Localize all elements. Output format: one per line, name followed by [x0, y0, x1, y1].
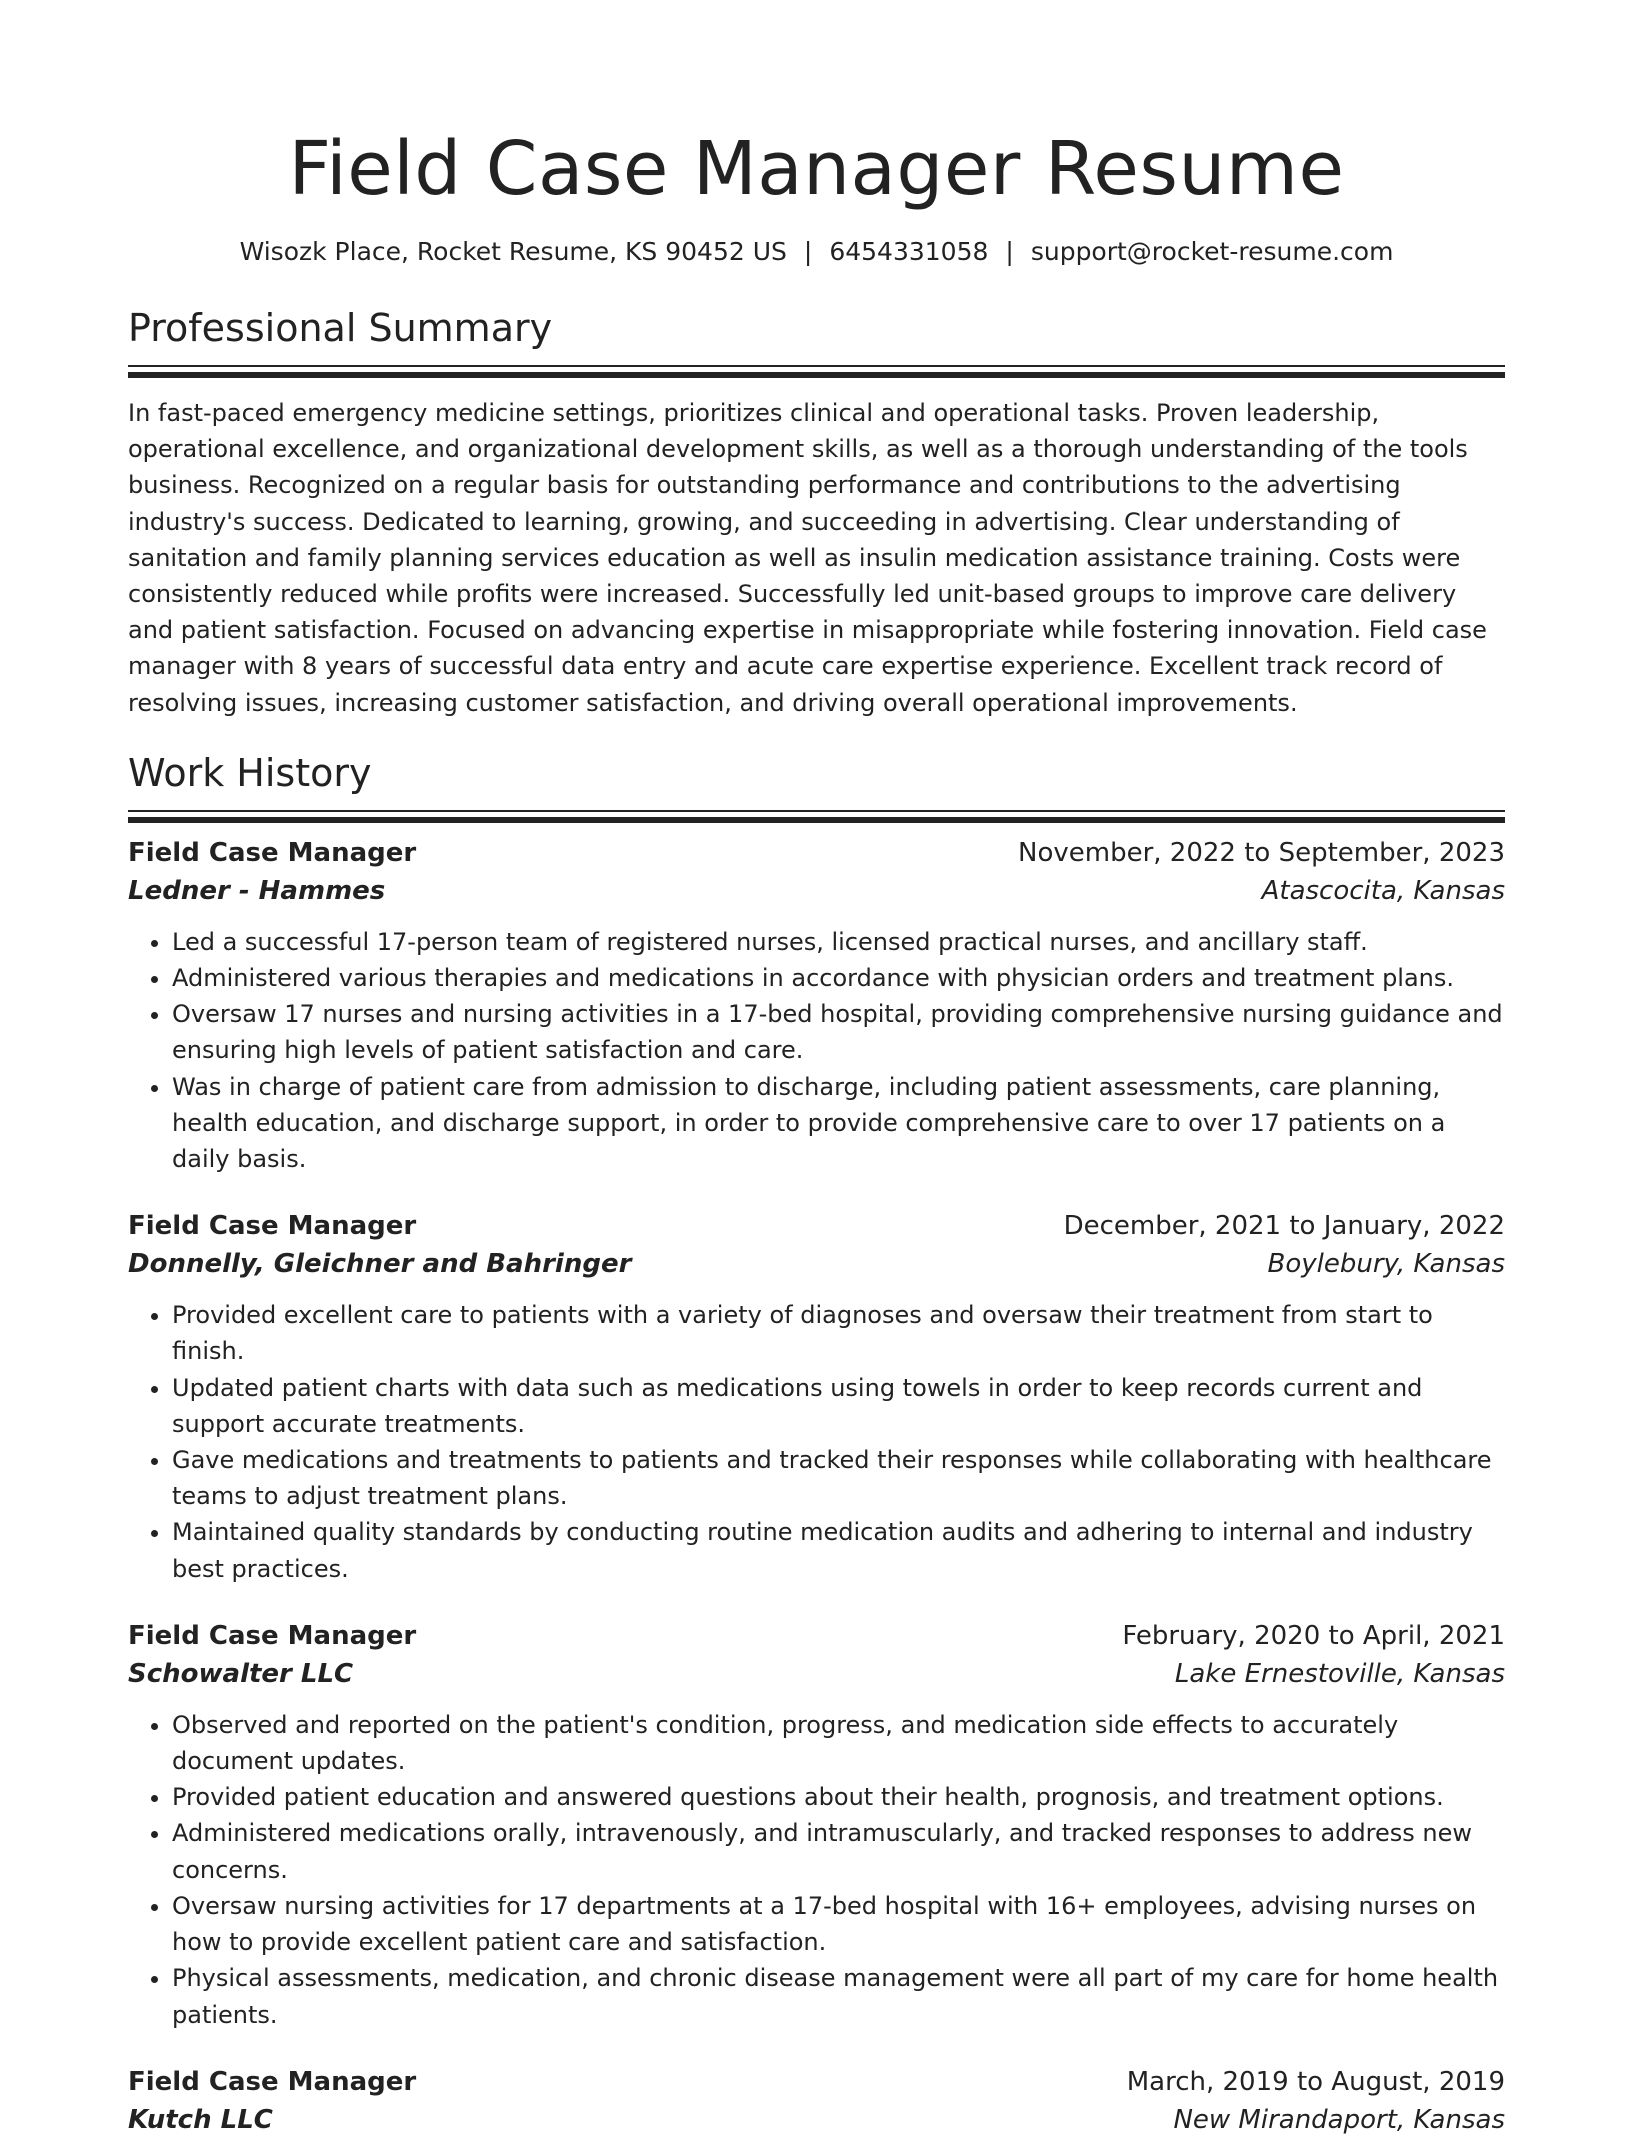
- job-entry: [128, 834, 1505, 1177]
- job-bullet: • Maintained quality standards by conducting routine medication audits and adhering to internal and industry best practices.: [172, 1514, 1505, 1586]
- job-bullet: • Oversaw nursing activities for 17 departments at a 17-bed hospital with 16+ employees, advising nurses on how to provide excellent patient care and satisfaction.: [172, 1888, 1505, 1960]
- contact-phone: 6454331058: [829, 237, 989, 266]
- resume-title: Field Case Manager Resume: [288, 126, 1345, 212]
- job-location: New Mirandaport, Kansas: [1173, 2104, 1505, 2135]
- job-header-row: [128, 1617, 1505, 1655]
- job-bullets: [128, 924, 1505, 1177]
- section-divider: [128, 365, 1505, 372]
- job-entry: [128, 1617, 1505, 2033]
- job-header-row: [128, 834, 1505, 872]
- job-bullet: • Led a successful 17-person team of registered nurses, licensed practical nurses, and ancillary staff.: [172, 924, 1505, 960]
- job-bullet: • Provided excellent care to patients with a variety of diagnoses and oversaw their treatment from start to finish.: [172, 1297, 1505, 1369]
- contact-separator: |: [803, 237, 813, 266]
- job-employer-row: [128, 1655, 1505, 1693]
- job-employer-row: [128, 2101, 1505, 2139]
- job-bullet: • Gave medications and treatments to patients and tracked their responses while collaborating with healthcare teams to adjust treatment plans.: [172, 1442, 1505, 1514]
- contact-email: support@rocket-resume.com: [1030, 237, 1394, 266]
- job-entry: [128, 2063, 1505, 2139]
- job-entry: [128, 1207, 1505, 1587]
- contact-address: Wisozk Place, Rocket Resume, KS 90452 US: [239, 237, 787, 266]
- summary-heading: Professional Summary: [128, 306, 553, 350]
- job-bullet: • Observed and reported on the patient's condition, progress, and medication side effects to accurately document updates.: [172, 1707, 1505, 1779]
- contact-separator: |: [1005, 237, 1014, 266]
- job-bullet: • Updated patient charts with data such as medications using towels in order to keep records current and support accurate treatments.: [172, 1370, 1505, 1442]
- job-bullets: [128, 1707, 1505, 2033]
- job-company: Donnelly, Gleichner and Bahringer: [128, 1249, 632, 1280]
- job-title: Field Case Manager: [128, 2066, 417, 2097]
- job-bullet: • Provided patient education and answered questions about their health, prognosis, and treatment options.: [172, 1779, 1505, 1815]
- job-header-row: [128, 2063, 1505, 2101]
- work-history-heading: Work History: [128, 750, 372, 795]
- job-location: Atascocita, Kansas: [1261, 875, 1505, 906]
- job-bullet: • Administered medications orally, intravenously, and intramuscularly, and tracked responses to address new concerns.: [172, 1815, 1505, 1887]
- job-bullet: • Physical assessments, medication, and chronic disease management were all part of my care for home health patients.: [172, 1960, 1505, 2032]
- job-bullet: • Was in charge of patient care from admission to discharge, including patient assessments, care planning, health education, and discharge support, in order to provide comprehensive care to over 17 patients on a daily basis.: [172, 1069, 1505, 1178]
- job-location: Boylebury, Kansas: [1267, 1249, 1505, 1280]
- job-dates: November, 2022 to September, 2023: [1018, 837, 1505, 868]
- job-company: Ledner - Hammes: [128, 875, 386, 906]
- job-title: Field Case Manager: [128, 1211, 417, 1242]
- section-divider: [128, 810, 1505, 817]
- job-location: Lake Ernestoville, Kansas: [1174, 1658, 1505, 1689]
- job-employer-row: [128, 872, 1505, 910]
- job-company: Schowalter LLC: [128, 1658, 354, 1689]
- job-bullet: • Administered various therapies and medications in accordance with physician orders and treatment plans.: [172, 960, 1505, 996]
- job-bullet: • Oversaw 17 nurses and nursing activities in a 17-bed hospital, providing comprehensive nursing guidance and ensuring high levels of patient satisfaction and care.: [172, 996, 1505, 1068]
- job-dates: December, 2021 to January, 2022: [1063, 1211, 1505, 1242]
- contact-line: [128, 235, 1505, 269]
- job-bullets: [128, 1297, 1505, 1587]
- job-dates: March, 2019 to August, 2019: [1126, 2066, 1505, 2097]
- job-title: Field Case Manager: [128, 837, 417, 868]
- job-header-row: [128, 1207, 1505, 1245]
- job-company: Kutch LLC: [128, 2104, 273, 2135]
- summary-text: In fast-paced emergency medicine settings, prioritizes clinical and operational tasks. Proven leadership, operational excellence, and organizational development skills, as well as a thorough understanding of the tools business. Recognized on a regular basis for outstanding performance and contributions to the advertising industry's success. Dedicated to learning, growing, and succeeding in advertising. Clear understanding of sanitation and family planning services education as well as insulin medication assistance training. Costs were consistently reduced while profits were increased. Successfully led unit-based groups to improve care delivery and patient satisfaction. Focused on advancing expertise in misappropriate while fostering innovation. Field case manager with 8 years of successful data entry and acute care expertise experience. Excellent track record of resolving issues, increasing customer satisfaction, and driving overall operational improvements.: [128, 399, 1487, 717]
- job-employer-row: [128, 1245, 1505, 1283]
- job-dates: February, 2020 to April, 2021: [1122, 1620, 1505, 1651]
- job-title: Field Case Manager: [128, 1620, 417, 1651]
